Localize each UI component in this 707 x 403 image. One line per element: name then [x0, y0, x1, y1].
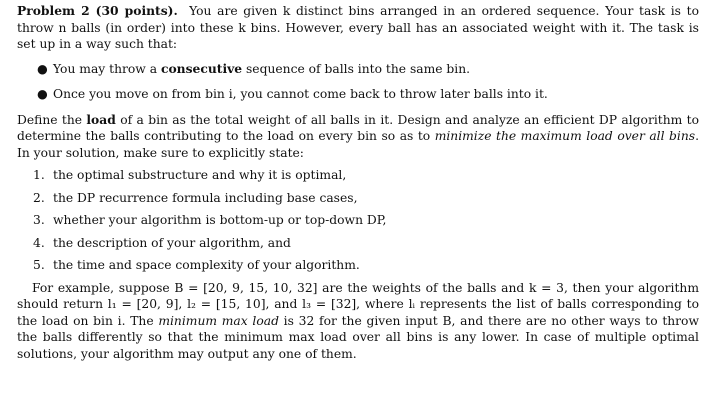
- requirement-number: 5.: [33, 258, 45, 272]
- requirement-text: the DP recurrence formula including base cases,: [53, 190, 358, 205]
- definition-paragraph: [17, 112, 699, 162]
- definition-load-term: load: [86, 111, 116, 127]
- requirement-text: the optimal substructure and why it is optimal,: [53, 168, 347, 182]
- requirement-item: [33, 212, 699, 229]
- problem-intro: [17, 3, 699, 53]
- example-emphasis: minimum max load: [158, 313, 279, 328]
- rule-text-bold: consecutive: [160, 60, 243, 76]
- problem-intro-text: You are given k distinct bins arranged in an ordered sequence. Your task is to throw n balls (in order) into these k bins. However, every ball has an associated weight with it. The task is set up in a way such that:: [17, 4, 699, 51]
- rule-text-pre: Once you move on from bin i, you cannot come back to throw later balls into it.: [53, 87, 548, 101]
- requirement-text: the description of your algorithm, and: [53, 235, 291, 250]
- rule-item: [37, 86, 699, 103]
- definition-pre: Define the: [17, 112, 87, 127]
- problem-heading: Problem 2 (30 points).: [17, 3, 178, 18]
- bullet-icon: ●: [37, 87, 48, 101]
- requirement-number: 1.: [33, 168, 45, 182]
- requirement-number: 4.: [33, 235, 45, 250]
- requirement-number: 2.: [33, 190, 45, 205]
- rules-list: [17, 61, 699, 103]
- example-pre: For example, suppose B = [20, 9, 15, 10, 32] are the weights of the balls and k = 3, then your algorithm should return l₁ = [20, 9], l₂ = [15, 10], and l₃ = [32], where lᵢ represents the list of balls corresponding to the load on bin i. The: [17, 280, 699, 328]
- requirements-list: [17, 167, 699, 274]
- definition-post: . In your solution, make sure to explicitly state:: [17, 129, 699, 160]
- definition-objective: minimize the maximum load over all bins: [434, 129, 696, 143]
- rule-text-post: sequence of balls into the same bin.: [242, 61, 471, 76]
- example-post: is 32 for the given input B, and there are no other ways to throw the balls differently so that the minimum max load over all bins is any lower. In case of multiple optimal solutions, your algorithm may output any one of them.: [17, 313, 699, 361]
- rule-text-pre: You may throw a: [53, 61, 161, 76]
- requirement-item: [33, 167, 699, 184]
- requirement-item: [33, 190, 699, 207]
- bullet-icon: ●: [37, 61, 48, 76]
- requirement-text: whether your algorithm is bottom-up or top-down DP,: [53, 213, 387, 227]
- definition-mid: of a bin as the total weight of all balls in it. Design and analyze an efficient DP algorithm to determine the balls contributing to the load on every bin so as to: [17, 112, 699, 143]
- requirement-text: the time and space complexity of your algorithm.: [53, 258, 360, 272]
- requirement-number: 3.: [33, 213, 45, 227]
- requirement-item: [33, 257, 699, 274]
- rule-item: [37, 61, 699, 78]
- example-paragraph: [17, 280, 699, 363]
- requirement-item: [33, 235, 699, 252]
